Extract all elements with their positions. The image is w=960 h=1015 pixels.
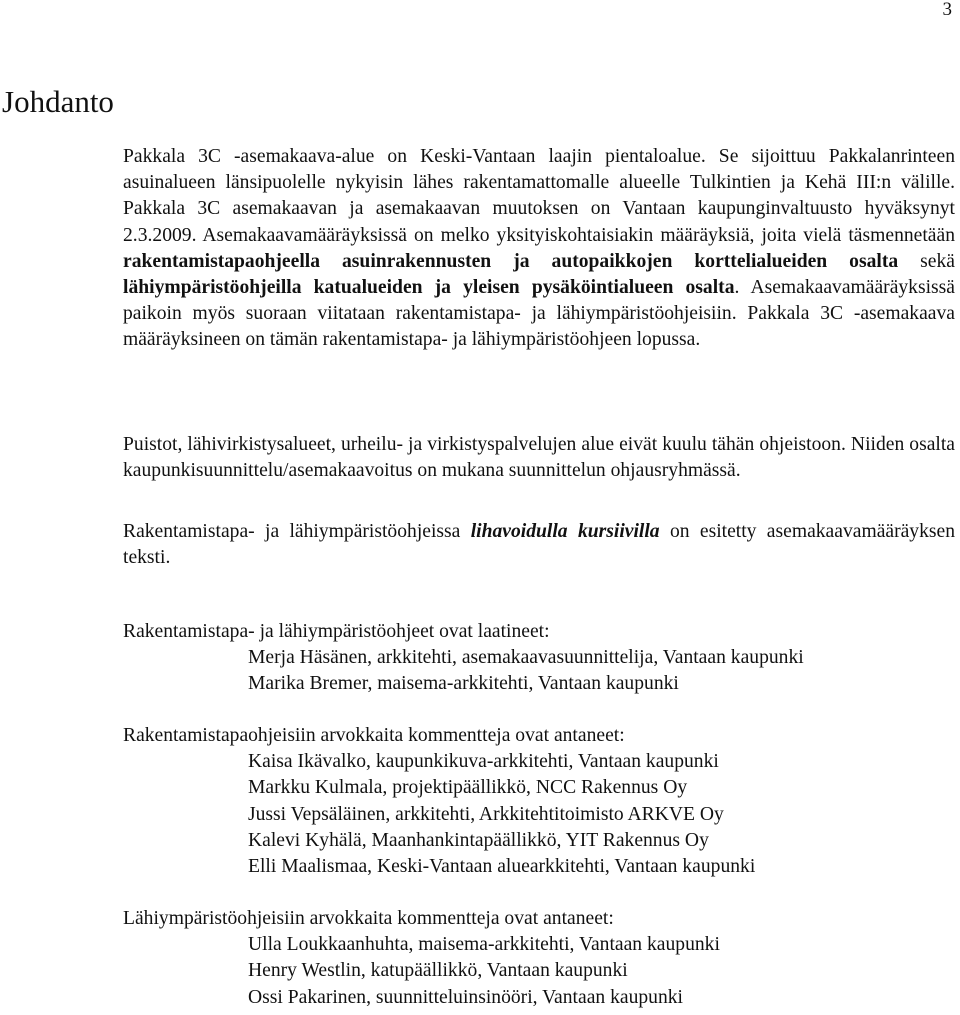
credits-environment-commenters [123, 906, 955, 1011]
credit-person: Marika Bremer, maisema-arkkitehti, Vantaan kaupunki [248, 673, 679, 695]
credits-heading: Rakentamistapa- ja lähiympäristöohjeet ovat laatineet: [123, 621, 550, 642]
credit-person: Kalevi Kyhälä, Maanhankintapäällikkö, YIT Rakennus Oy [248, 829, 709, 851]
intro-bold-1: rakentamistapaohjeella asuinrakennusten ja autopaikkojen korttelialueiden osalta [123, 250, 899, 272]
notation-text-2: on esitetty asemakaavamääräyksen teksti. [123, 521, 956, 569]
intro-paragraph [123, 144, 955, 354]
credit-person: Ulla Loukkaanhuhta, maisema-arkkitehti, Vantaan kaupunki [248, 934, 720, 956]
notation-emphasis: lihavoidulla kursiivilla [470, 521, 660, 542]
credit-person: Kaisa Ikävalko, kaupunkikuva-arkkitehti, Vantaan kaupunki [248, 751, 719, 773]
credit-person: Markku Kulmala, projektipäällikkö, NCC Rakennus Oy [248, 777, 688, 799]
notation-text-1: Rakentamistapa- ja lähiympäristöohjeissa [123, 521, 471, 542]
credit-person: Merja Häsänen, arkkitehti, asemakaavasuunnittelija, Vantaan kaupunki [248, 647, 804, 669]
section-heading: Johdanto [2, 84, 114, 119]
credits-heading: Lähiympäristöohjeisiin arvokkaita kommentteja ovat antaneet: [123, 908, 614, 929]
intro-text-1: Pakkala 3C -asemakaava-alue on Keski-Vantaan laajin pientaloalue. Se sijoittuu Pakkalanrinteen asuinalueen länsipuolelle nykyisin lähes rakentamattomalle alueelle Tulkintien ja Kehä III:n välille. Pakkala 3C asemakaavan ja asemakaavan muutoksen on Vantaan kaupunginvaltuusto hyväksynyt 2.3.2009. Asemakaavamääräyksissä on melko yksityiskohtaisiakin määräyksiä, joita vielä täsmennetään [123, 146, 955, 246]
credits-authors [123, 619, 955, 698]
credit-person: Henry Westlin, katupäällikkö, Vantaan kaupunki [248, 960, 628, 982]
intro-text-2: sekä [898, 250, 955, 272]
scope-paragraph: Puistot, lähivirkistysalueet, urheilu- ja virkistyspalvelujen alue eivät kuulu tähän ohjeistoon. Niiden osalta kaupunkisuunnittelu/asemakaavoitus on mukana suunnittelun ohjausryhmässä. [123, 434, 955, 482]
credit-person: Jussi Vepsäläinen, arkkitehti, Arkkitehtitoimisto ARKVE Oy [248, 803, 724, 825]
credits-building-commenters [123, 723, 955, 880]
credit-person: Ossi Pakarinen, suunnitteluinsinööri, Vantaan kaupunki [248, 986, 684, 1008]
notation-paragraph [123, 519, 955, 571]
credit-person: Elli Maalismaa, Keski-Vantaan aluearkkitehti, Vantaan kaupunki [248, 856, 756, 878]
credits-heading: Rakentamistapaohjeisiin arvokkaita kommentteja ovat antaneet: [123, 725, 625, 746]
intro-bold-2: lähiympäristöohjeilla katualueiden ja yleisen pysäköintialueen osalta [123, 277, 735, 299]
page-number: 3 [942, 0, 952, 20]
intro-text-3: . Asemakaavamääräyksissä paikoin myös suoraan viitataan rakentamistapa- ja lähiympäristöohjeisiin. Pakkala 3C -asemakaava määräyksineen on tämän rakentamistapa- ja lähiympäristöohjeen lopussa. [123, 277, 955, 351]
